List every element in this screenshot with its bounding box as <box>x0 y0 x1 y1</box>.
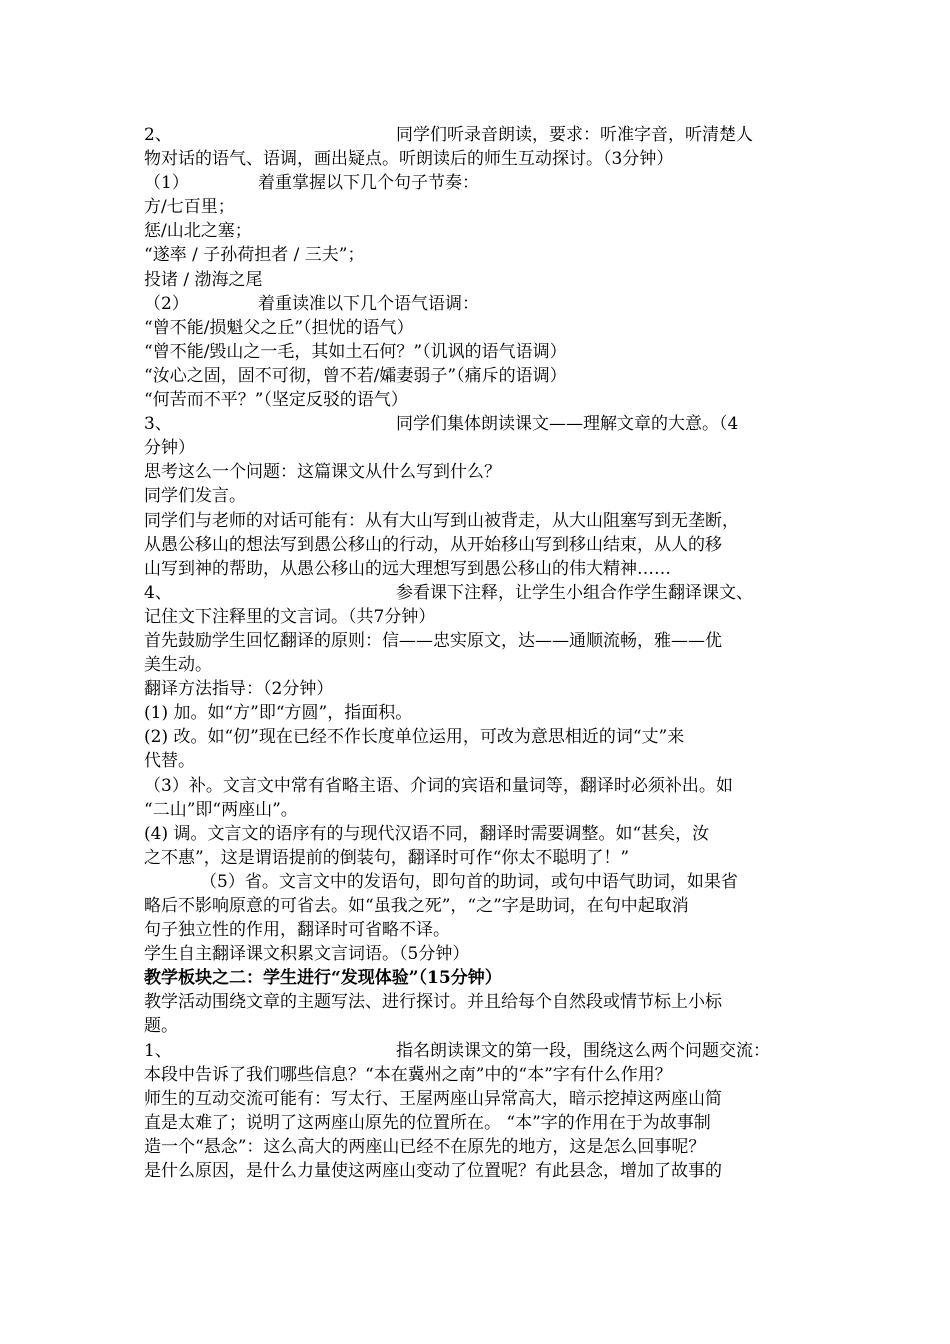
line-text: 投诸 / 渤海之尾 <box>144 269 263 290</box>
text-line <box>144 990 810 1014</box>
text-line <box>144 846 810 870</box>
text-line <box>144 147 810 171</box>
line-text: 方/七百里； <box>144 197 235 218</box>
line-text: 略后不影响原意的可省去。如“虽我之死”，“之”字是助词，在句中起取消 <box>144 896 689 916</box>
line-text: 同学们听录音朗读，要求：听准字音，听清楚人 <box>396 125 753 145</box>
line-text: (1) 加。如“方”即“方圆”，指面积。 <box>144 703 413 724</box>
text-line <box>144 798 810 822</box>
line-text: 同学们发言。 <box>144 486 246 507</box>
text-line <box>144 292 810 316</box>
item-number: （1） <box>144 173 189 194</box>
line-text: 句子独立性的作用，翻译时可省略不译。 <box>144 920 450 941</box>
line-text: 从愚公移山的想法写到愚公移山的行动，从开始移山写到移山结束，从人的移 <box>144 534 722 555</box>
text-line <box>144 1111 810 1135</box>
line-text: 教学板块之二：学生进行“发现体验”（15分钟） <box>144 968 502 989</box>
text-line <box>144 605 810 629</box>
line-text: “遂率 / 子孙荷担者 / 三夫”； <box>144 245 365 266</box>
text-line <box>144 123 810 147</box>
line-text: 山写到神的帮助，从愚公移山的远大理想写到愚公移山的伟大精神…… <box>144 558 671 579</box>
text-line <box>144 171 810 195</box>
text-line <box>144 219 810 243</box>
line-text: 指名朗读课文的第一段，围绕这么两个问题交流： <box>396 1040 770 1061</box>
item-number: 2、 <box>144 125 172 145</box>
line-text: 师生的互动交流可能有：写太行、王屋两座山异常高大，暗示挖掉这两座山简 <box>144 1088 722 1109</box>
line-text: 记住文下注释里的文言词。（共7分钟） <box>144 606 436 627</box>
text-line <box>144 195 810 219</box>
text-line <box>144 653 810 677</box>
text-line <box>144 749 810 773</box>
text-line <box>144 629 810 653</box>
line-text: 本段中告诉了我们哪些信息？“本在冀州之南”中的“本”字有什么作用？ <box>144 1064 672 1085</box>
text-line <box>144 1135 810 1159</box>
text-line <box>144 243 810 267</box>
line-text: 物对话的语气、语调，画出疑点。听朗读后的师生互动探讨。（3分钟） <box>144 149 674 170</box>
text-line <box>144 725 810 749</box>
line-text: 代替。 <box>144 751 195 772</box>
text-line <box>144 870 810 894</box>
section-heading <box>144 966 810 990</box>
line-text: 惩/山北之塞； <box>144 221 252 242</box>
line-text: 学生自主翻译课文积累文言词语。（5分钟） <box>144 944 470 965</box>
line-text: 教学活动围绕文章的主题写法、进行探讨。并且给每个自然段或情节标上小标 <box>144 992 722 1013</box>
text-line <box>144 340 810 364</box>
line-text: （5）省。文言文中的发语句，即句首的助词，或句中语气助词，如果省 <box>200 871 738 892</box>
line-text: 之不惠”，这是谓语提前的倒装句，翻译时可作“你太不聪明了！” <box>144 847 630 868</box>
text-line <box>144 436 810 460</box>
line-text: (2) 改。如“仞”现在已经不作长度单位运用，可改为意思相近的词“丈”来 <box>144 727 685 748</box>
line-text: 思考这么一个问题：这篇课文从什么写到什么？ <box>144 462 501 483</box>
line-text: 同学们集体朗读课文——理解文章的大意。（4 <box>396 414 739 435</box>
text-line <box>144 918 810 942</box>
text-line <box>144 774 810 798</box>
line-text: 着重读准以下几个语气语调： <box>258 293 479 314</box>
line-text: 直是太难了；说明了这两座山原先的位置所在。 “本”字的作用在于为故事制 <box>144 1112 711 1133</box>
text-line <box>144 364 810 388</box>
text-line <box>144 460 810 484</box>
line-text: “曾不能/毁山之一毛，其如土石何？”（讥讽的语气语调） <box>144 341 567 362</box>
text-line <box>144 557 810 581</box>
text-line <box>144 1159 810 1183</box>
text-line <box>144 509 810 533</box>
text-line <box>144 412 810 436</box>
text-line <box>144 268 810 292</box>
text-line <box>144 822 810 846</box>
item-number: 4、 <box>144 582 172 603</box>
document-body <box>144 123 810 1183</box>
text-line <box>144 894 810 918</box>
text-line <box>144 484 810 508</box>
line-text: “曾不能/损魁父之丘”（担忧的语气） <box>144 317 414 338</box>
line-text: (4) 调。文言文的语序有的与现代汉语不同，翻译时需要调整。如“甚矣，汝 <box>144 823 710 844</box>
text-line <box>144 1014 810 1038</box>
line-text: 着重掌握以下几个句子节奏： <box>258 173 479 194</box>
item-number: 1、 <box>144 1040 172 1061</box>
line-text: 分钟） <box>144 438 195 459</box>
line-text: 是什么原因，是什么力量使这两座山变动了位置呢？有此县念，增加了故事的 <box>144 1161 722 1182</box>
line-text: （3）补。文言文中常有省略主语、介词的宾语和量词等，翻译时必须补出。如 <box>144 775 733 796</box>
line-text: 同学们与老师的对话可能有：从有大山写到山被背走，从大山阻塞写到无垄断， <box>144 510 739 531</box>
line-text: 造一个“悬念”：这么高大的两座山已经不在原先的地方，这是怎么回事呢？ <box>144 1136 706 1157</box>
line-text: “二山”即“两座山”。 <box>144 799 298 820</box>
text-line <box>144 677 810 701</box>
line-text: “汝心之固，固不可彻，曾不若/孀妻弱子”（痛斥的语调） <box>144 365 567 386</box>
text-line <box>144 533 810 557</box>
line-text: 翻译方法指导：（2分钟） <box>144 679 334 700</box>
text-line <box>144 316 810 340</box>
item-number: （2） <box>144 293 189 314</box>
text-line <box>144 942 810 966</box>
line-text: 参看课下注释，让学生小组合作学生翻译课文、 <box>396 582 753 603</box>
text-line <box>144 1063 810 1087</box>
line-text: 美生动。 <box>144 655 212 676</box>
text-line <box>144 1087 810 1111</box>
text-line <box>144 388 810 412</box>
line-text: 题。 <box>144 1016 178 1037</box>
text-line <box>144 581 810 605</box>
text-line <box>144 1039 810 1063</box>
item-number: 3、 <box>144 414 172 435</box>
line-text: 首先鼓励学生回忆翻译的原则：信——忠实原文，达——通顺流畅，雅——优 <box>144 630 722 651</box>
text-line <box>144 701 810 725</box>
line-text: “何苦而不平？”（坚定反驳的语气） <box>144 390 408 411</box>
